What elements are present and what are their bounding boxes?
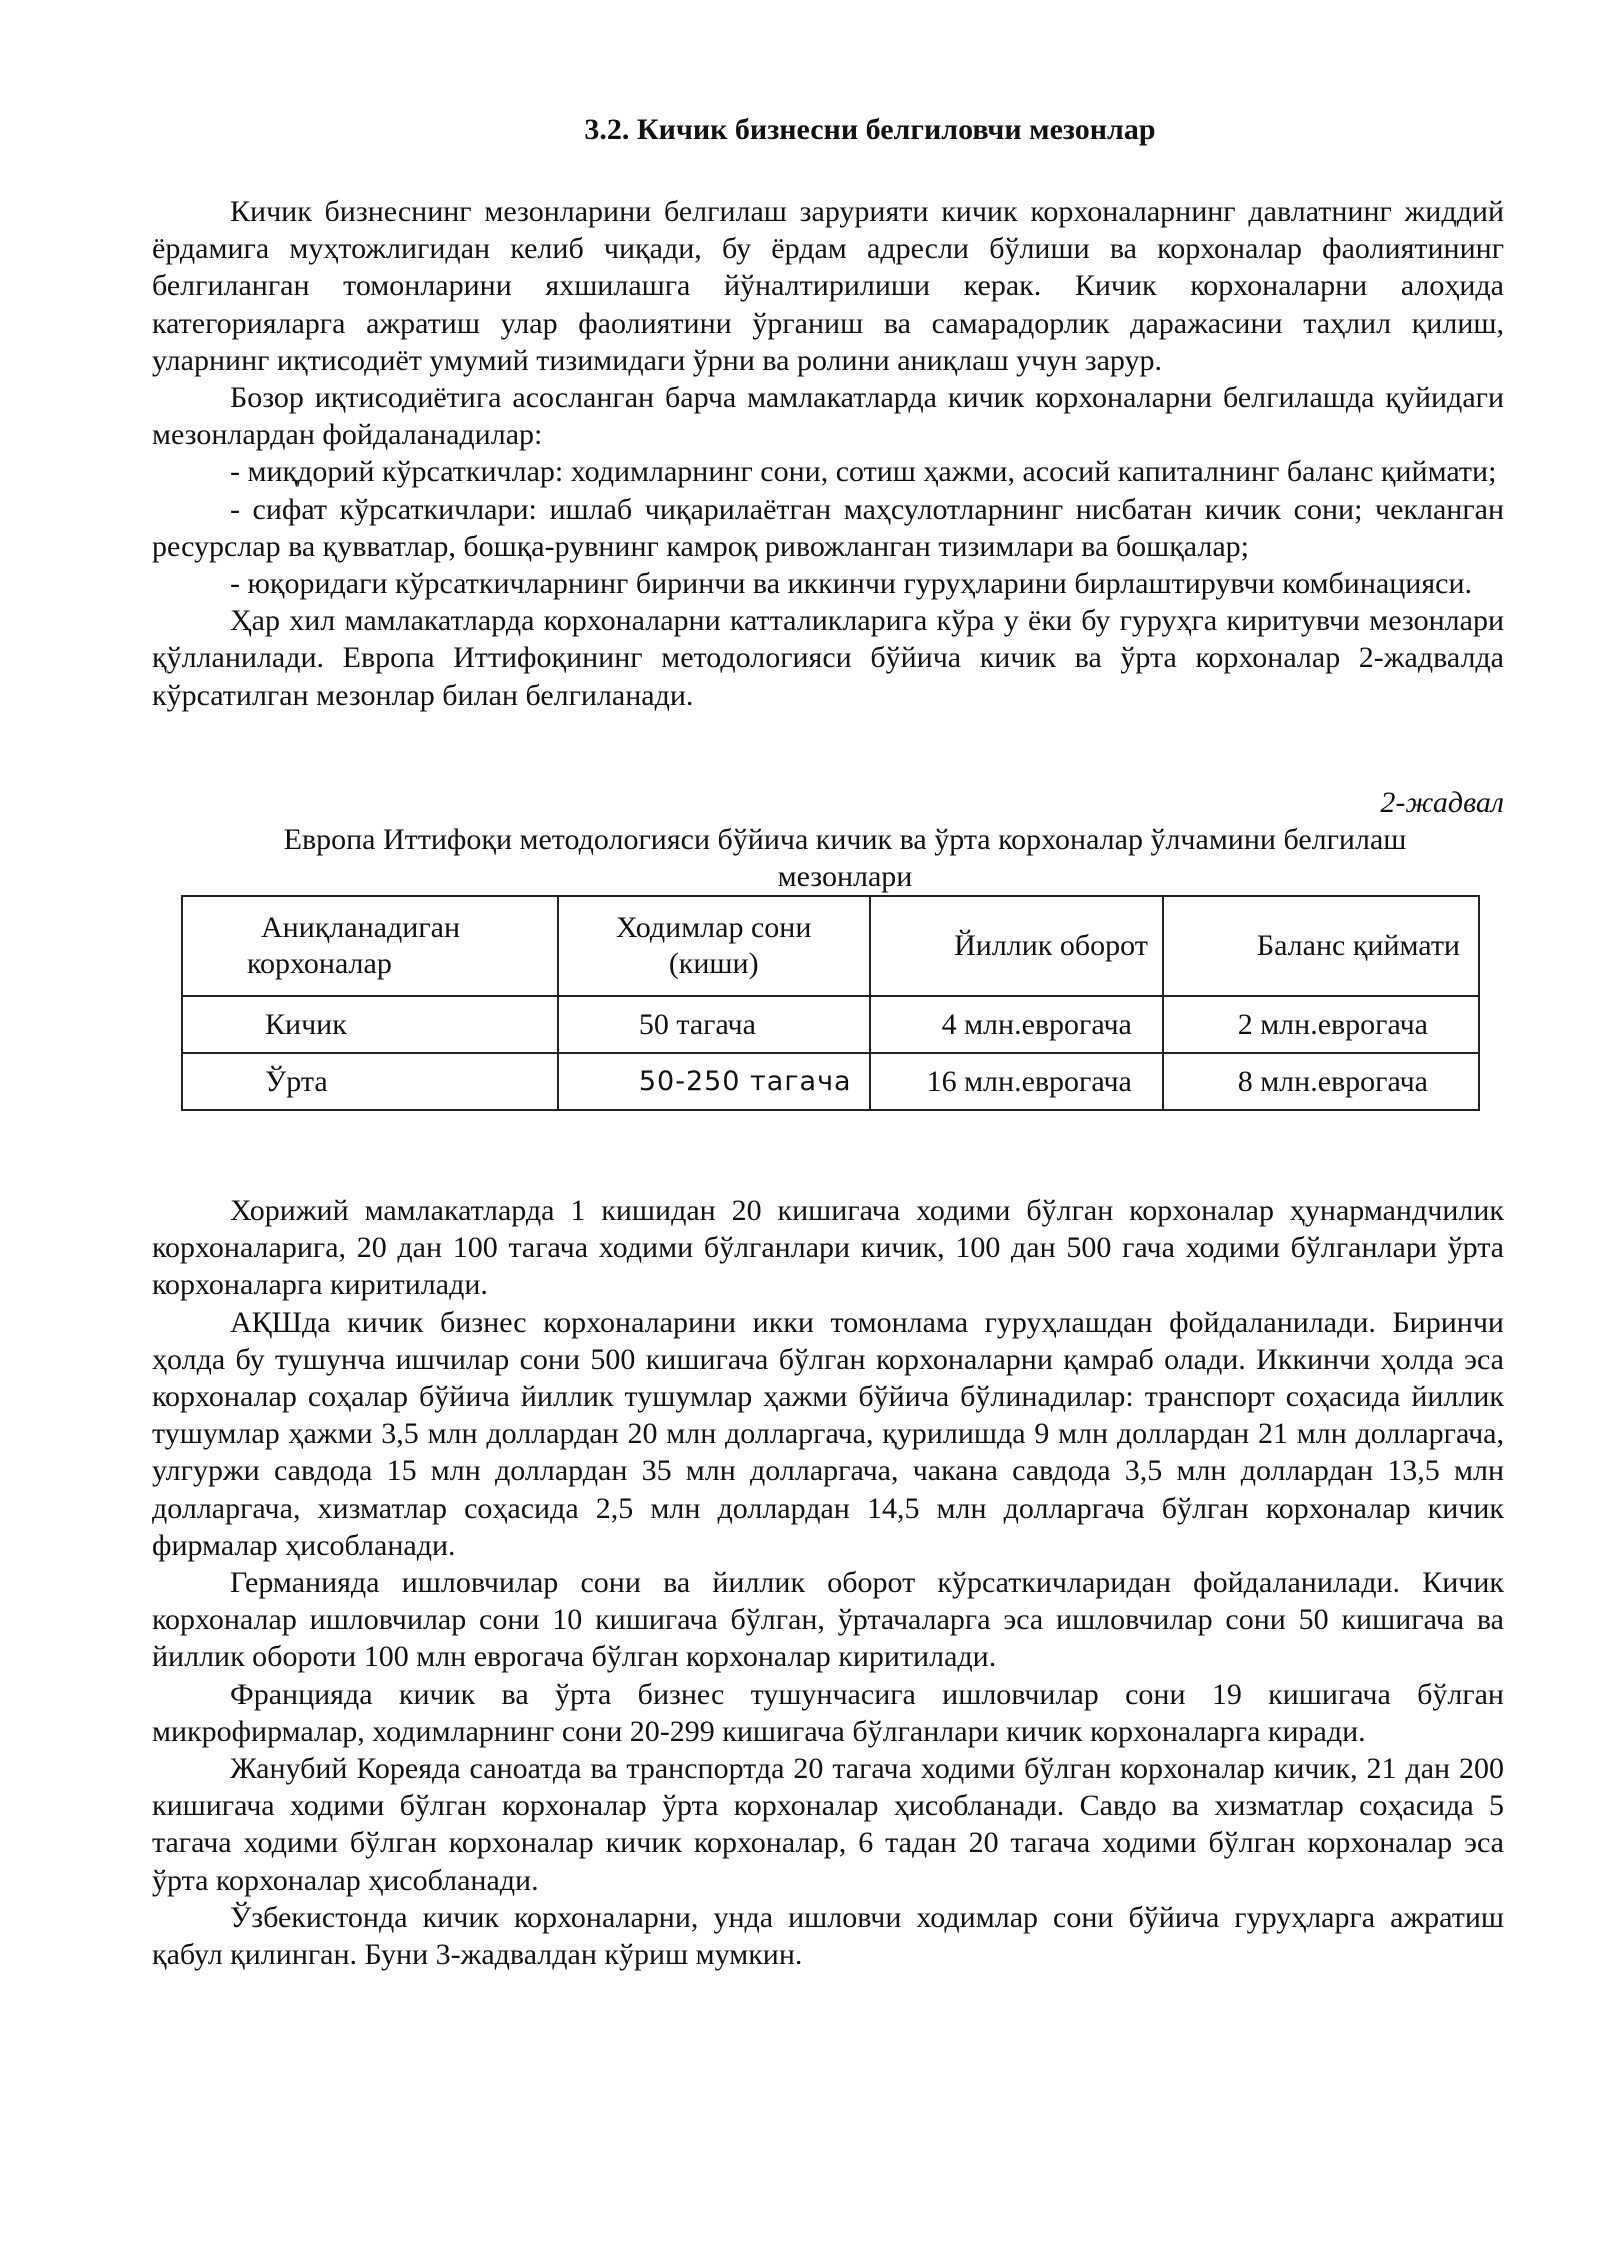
list-item: - миқдорий кўрсаткичлар: ходимларнинг сони, сотиш ҳажми, асосий капиталнинг баланс қиймати; — [230, 455, 1497, 489]
criteria-table — [181, 895, 1480, 1111]
table-cell: 50-250 тагача — [558, 1053, 870, 1110]
paragraph: Германияда ишловчилар сони ва йиллик оборот кўрсаткичларидан фойдаланилади. Кичик корхоналар ишловчилар сони 10 кишигача бўлган, ўртачаларга эса ишловчилар сони 50 кишигача ва йиллик обороти 100 млн еврогача бўлган корхоналар киритилади. — [152, 1566, 1504, 1674]
table-cell: Ўрта — [182, 1053, 558, 1110]
table-cell: Кичик — [182, 996, 558, 1053]
list-item: - сифат кўрсаткичлари: ишлаб чиқарилаётган маҳсулотларнинг нисбатан кичик сони; чекланган ресурслар ва қувватлар, бошқа-рувнинг камроқ ривожланган тизимлари ва бошқалар; — [152, 492, 1504, 563]
header-turnover: Йиллик оборот — [870, 896, 1163, 996]
table-label: 2-жадвал — [1380, 786, 1504, 819]
table-header-row — [182, 896, 1479, 996]
paragraph: Жанубий Кореяда саноатда ва транспортда 20 тагача ходими бўлган корхоналар кичик, 21 дан 200 кишигача ходими бўлган корхоналар ўрта корхоналар ҳисобланади. Савдо ва хизматлар соҳасида 5 тагача ходими бўлган корхоналар кичик корхоналар, 6 тадан 20 тагача ходими бўлган корхоналар эса ўрта корхоналар ҳисобланади. — [152, 1752, 1504, 1897]
list-item: - юқоридаги кўрсаткичларнинг биринчи ва иккинчи гуруҳларини бирлаштирувчи комбинацияси. — [230, 567, 1472, 601]
table-cell: 4 млн.еврогача — [870, 996, 1163, 1053]
paragraph: Ўзбекистонда кичик корхоналарни, унда ишловчи ходимлар сони бўйича гуруҳларга ажратиш қабул қилинган. Буни 3-жадвалдан кўриш мумкин. — [152, 1900, 1504, 1972]
section-title: 3.2. Кичик бизнесни белгиловчи мезонлар — [584, 113, 1156, 146]
header-balance: Баланс қиймати — [1163, 896, 1479, 996]
paragraph: Хорижий мамлакатларда 1 кишидан 20 кишигача ходими бўлган корхоналар ҳунармандчилик корхоналарига, 20 дан 100 тагача ходими бўлганлари кичик, 100 дан 500 гача ходими бўлганлари ўрта корхоналарга киритилади. — [152, 1194, 1504, 1302]
paragraph: Бозор иқтисодиётига асосланган барча мамлакатларда кичик корхоналарни белгилашда қуйидаги мезонлардан фойдаланадилар: — [152, 381, 1504, 452]
table-cell: 16 млн.еврогача — [870, 1053, 1163, 1110]
header-enterprises: Аниқланадиган корхоналар — [182, 896, 558, 996]
table-row — [182, 996, 1479, 1053]
countries-text — [152, 1192, 1504, 1973]
paragraph: Ҳар хил мамлакатларда корхоналарни катталикларига кўра у ёки бу гуруҳга киритувчи мезонлари қўлланилади. Европа Иттифоқининг методологияси бўйича кичик ва ўрта корхоналар 2-жадвалда кўрсатилган мезонлар билан белгиланади. — [152, 604, 1504, 712]
table-row — [182, 1053, 1479, 1110]
paragraph: Францияда кичик ва ўрта бизнес тушунчасига ишловчилар сони 19 кишигача бўлган микрофирмалар, ходимларнинг сони 20-299 кишигача бўлганлари кичик корхоналарга киради. — [152, 1677, 1504, 1748]
table-title: Европа Иттифоқи методологияси бўйича кичик ва ўрта корхоналар ўлчамини белгилаш мезонлари — [283, 823, 1407, 893]
table-cell: 2 млн.еврогача — [1163, 996, 1479, 1053]
intro-text — [152, 193, 1504, 714]
paragraph: АҚШда кичик бизнес корхоналарини икки томонлама гуруҳлашдан фойдаланилади. Биринчи ҳолда бу тушунча ишчилар сони 500 кишигача бўлган корхоналарни қамраб олади. Иккинчи ҳолда эса корхоналар соҳалар бўйича йиллик тушумлар ҳажми бўйича бўлинадилар: транспорт соҳасида йиллик тушумлар ҳажми 3,5 млн доллардан 20 млн долларгача, қурилишда 9 млн доллардан 21 млн долларгача, улгуржи савдода 15 млн доллардан 35 млн долларгача, чакана савдода 3,5 млн доллардан 13,5 млн долларгача, хизматлар соҳасида 2,5 млн доллардан 14,5 млн долларгача бўлган корхоналар кичик фирмалар ҳисобланади. — [152, 1305, 1504, 1562]
paragraph: Кичик бизнеснинг мезонларини белгилаш зарурияти кичик корхоналарнинг давлатнинг жиддий ёрдамига муҳтожлигидан келиб чиқади, бу ёрдам адресли бўлиши ва корхоналар фаолиятининг белгиланган томонларини яхшилашга йўналтирилиши керак. Кичик корхоналарни алоҳида категорияларга ажратиш улар фаолиятини ўрганиш ва самарадорлик даражасини таҳлил қилиш, уларнинг иқтисодиёт умумий тизимидаги ўрни ва ролини аниқлаш учун зарур. — [152, 195, 1504, 377]
table-cell: 50 тагача — [558, 996, 870, 1053]
header-employees: Ходимлар сони (киши) — [558, 896, 870, 996]
table-cell: 8 млн.еврогача — [1163, 1053, 1479, 1110]
